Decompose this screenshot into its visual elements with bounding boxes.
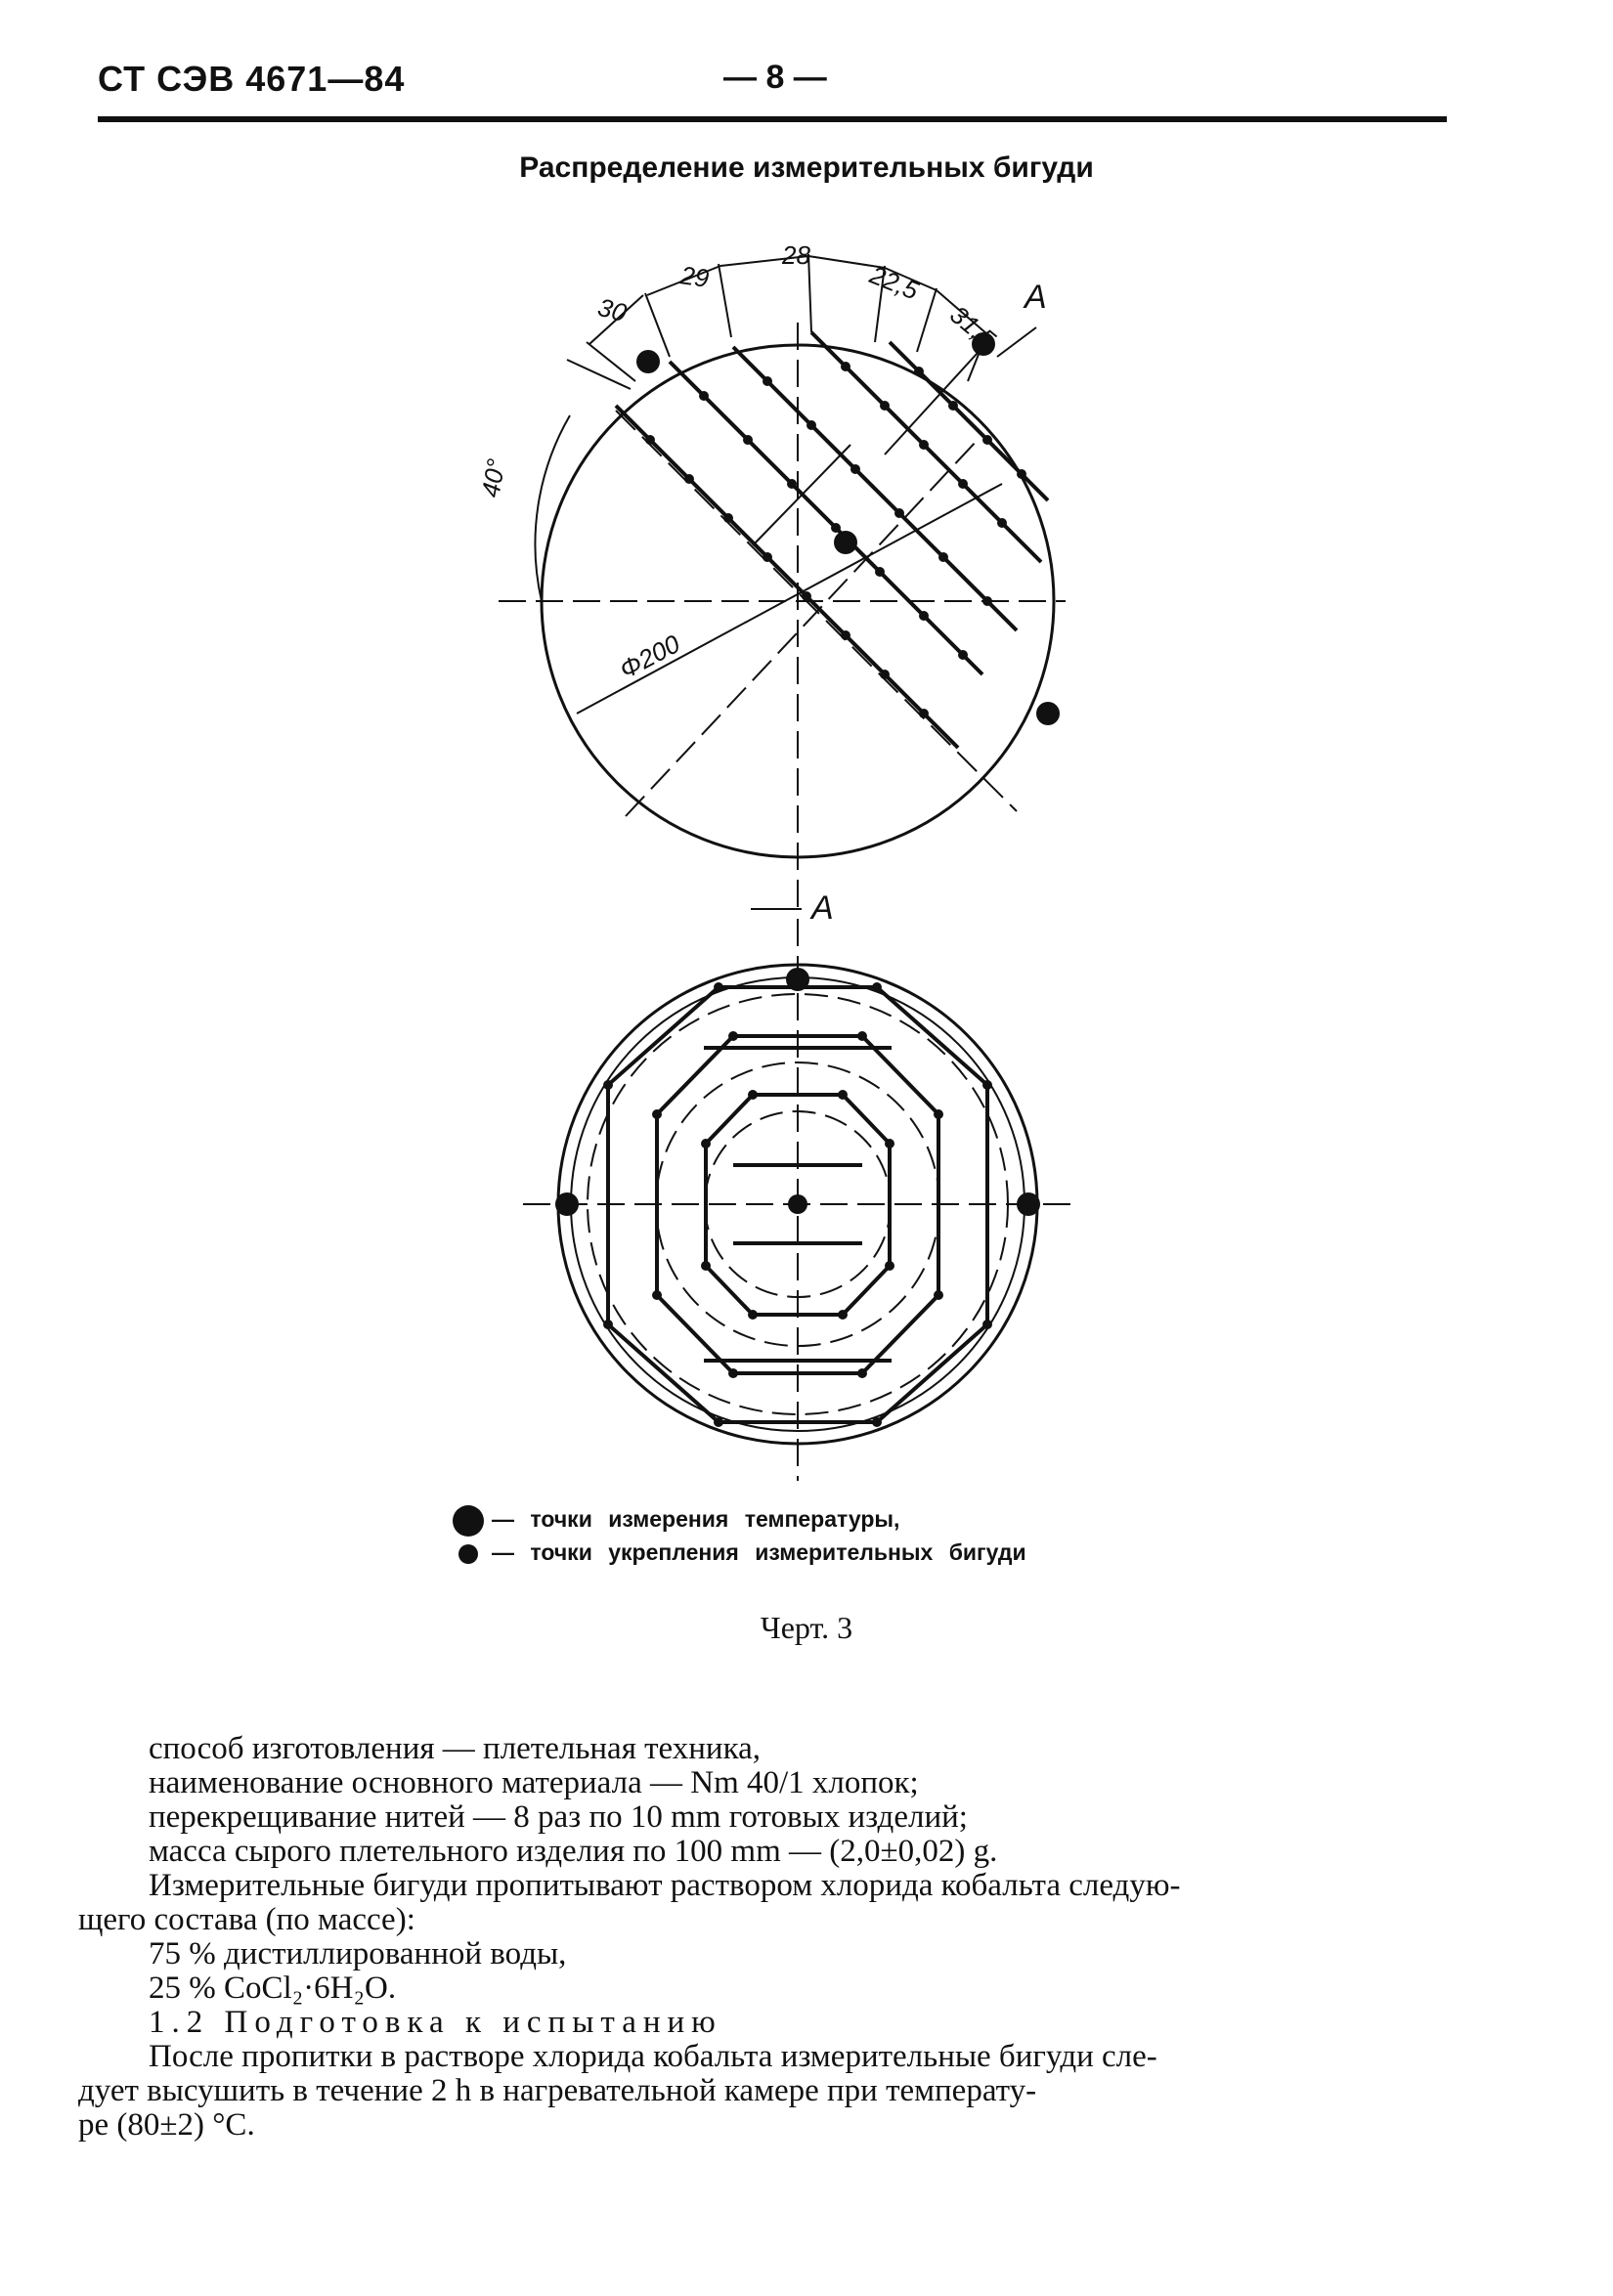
temperature-point [788,1194,807,1214]
dimension-label: 22,5 [865,259,923,306]
paragraph-line: щего состава (по массе): [78,1902,415,1937]
temperature-point [636,350,660,373]
dimension-label: 31,5 [944,299,1002,355]
temperature-point [1036,702,1060,725]
paragraph-line: 75 % дистиллированной воды, [149,1936,567,1971]
figure-caption: Черт. 3 [760,1610,853,1645]
figure-legend [445,1503,1090,1568]
bigudi-line-3 [733,347,1017,630]
large-dot-icon [453,1505,484,1537]
paragraph-line: наименование основного материала — Nm 40/1 хлопок; [149,1765,919,1800]
figure-title: Распределение измерительных бигуди [519,152,1094,184]
paragraph-line: перекрещивание нитей — 8 раз по 10 mm готовых изделий; [149,1799,968,1835]
paragraph-line: После пропитки в растворе хлорида кобальта измерительные бигуди сле- [149,2039,1157,2074]
legend-item-temperature [445,1503,1090,1537]
temperature-point [555,1192,579,1216]
body-text [78,1732,1447,2143]
legend-item-fastening [445,1537,1090,1568]
dimension-label: 28 [782,240,810,270]
section-heading: 1.2 Подготовка к испытанию [149,2005,722,2040]
paragraph-line: дует высушить в течение 2 h в нагревательной камере при температу- [78,2073,1037,2108]
angle-label: 40° [475,456,511,500]
paragraph-line: 25 % CoCl₂·6H₂O. [149,1971,397,2006]
dimension-label: 30 [594,291,631,328]
view-label-a: A [1024,279,1047,316]
page-number: — 8 — [723,59,827,96]
temperature-point [834,531,857,554]
header-rule [98,116,1447,122]
bigudi-line-2 [670,362,982,674]
paragraph-line: ре (80±2) °C. [78,2107,255,2143]
diameter-label: Φ200 [614,628,685,685]
standard-code: СТ СЭВ 4671—84 [98,59,406,99]
technical-drawing [469,235,1154,1495]
paragraph-line: Измерительные бигуди пропитывают раствором хлорида кобальта следую- [149,1868,1181,1903]
paragraph-line: масса сырого плетельного изделия по 100 mm — (2,0±0,02) g. [149,1834,998,1869]
small-dot-icon [458,1544,478,1564]
legend-text: — точки укрепления измерительных бигуди [492,1539,1026,1565]
view-label-a: A [811,889,834,927]
dimension-label: 29 [678,260,711,293]
temperature-point [786,968,809,991]
paragraph-line: способ изготовления — плетельная техника, [149,1731,762,1766]
temperature-point [1017,1192,1040,1216]
legend-text: — точки измерения температуры, [492,1506,900,1532]
diameter-arrow [577,484,1002,714]
angle-arc [535,415,570,601]
bigudi-line-1 [616,406,958,748]
